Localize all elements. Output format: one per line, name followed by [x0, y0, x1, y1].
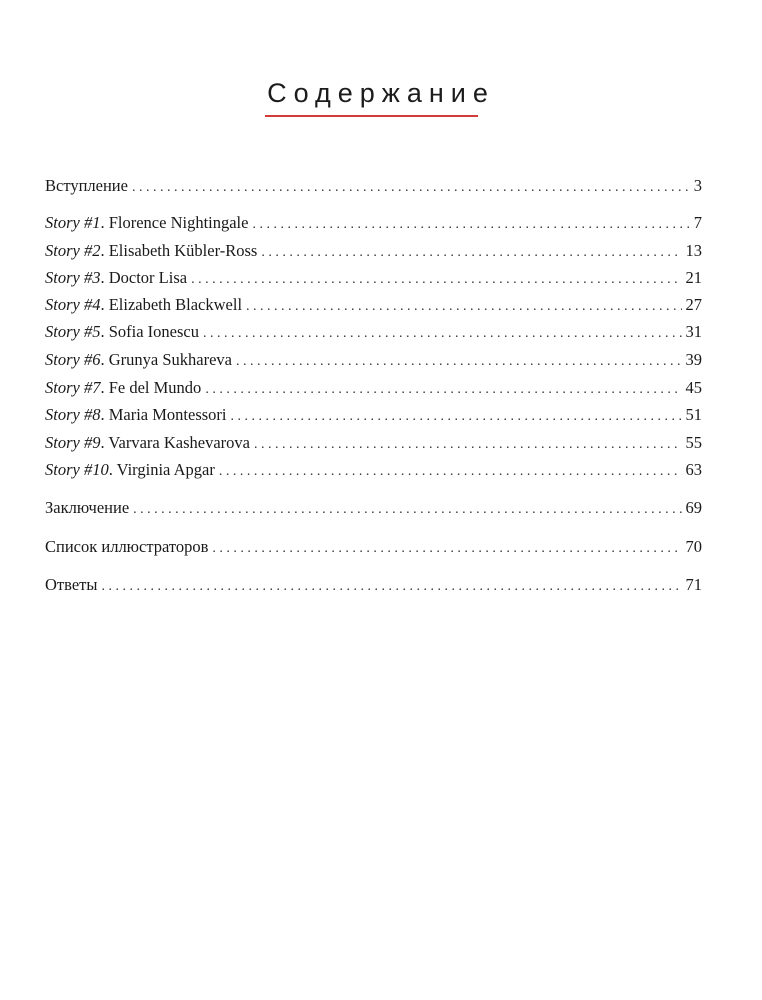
toc-entry-page: 21: [685, 268, 702, 287]
toc-entry-story-2[interactable]: [45, 241, 702, 261]
title-underline: [265, 115, 478, 117]
toc-entry-label: Вступление: [45, 176, 128, 195]
dot-leader: [252, 213, 689, 233]
toc-entry-label: . Elizabeth Blackwell: [100, 295, 243, 314]
toc-entry-intro[interactable]: [45, 176, 702, 196]
toc-entry-prefix: Story #3: [45, 268, 101, 287]
toc-entry-label: . Elisabeth Kübler-Ross: [100, 241, 258, 260]
toc-entry-page: 31: [685, 322, 702, 341]
toc-entry-label: . Fe del Mundo: [100, 378, 202, 397]
dot-leader: [261, 241, 681, 261]
toc-entry-prefix: Story #7: [45, 378, 101, 397]
toc-entry-page: 13: [685, 241, 702, 260]
dot-leader: [236, 350, 682, 370]
toc-entry-page: 39: [685, 350, 702, 369]
toc-entry-label: . Florence Nightingale: [100, 213, 249, 232]
dot-leader: [203, 322, 682, 342]
toc-entry-story-10[interactable]: [45, 460, 702, 480]
toc-entry-story-3[interactable]: [45, 268, 702, 288]
toc-entry-label: Ответы: [45, 575, 98, 594]
toc-entry-story-9[interactable]: [45, 433, 702, 453]
toc-entry-page: 45: [685, 378, 702, 397]
toc-entry-label: . Doctor Lisa: [100, 268, 188, 287]
toc-entry-prefix: Story #2: [45, 241, 101, 260]
toc-entry-label: . Grunya Sukhareva: [100, 350, 232, 369]
toc-entry-story-4[interactable]: [45, 295, 702, 315]
toc-entry-prefix: Story #6: [45, 350, 101, 369]
dot-leader: [254, 433, 682, 453]
dot-leader: [101, 575, 681, 595]
toc-entry-story-1[interactable]: [45, 213, 702, 233]
toc-entry-label: Список иллюстраторов: [45, 537, 209, 556]
toc-entry-story-5[interactable]: [45, 322, 702, 342]
toc-entry-prefix: Story #9: [45, 433, 101, 452]
toc-entry-conclusion[interactable]: [45, 498, 702, 518]
toc-entry-page: 63: [685, 460, 702, 479]
toc-entry-page: 3: [693, 176, 702, 195]
dot-leader: [133, 498, 681, 518]
dot-leader: [231, 405, 682, 425]
toc-entry-page: 51: [685, 405, 702, 424]
dot-leader: [132, 176, 690, 196]
dot-leader: [212, 537, 681, 557]
toc-entry-story-6[interactable]: [45, 350, 702, 370]
toc-entry-prefix: Story #4: [45, 295, 101, 314]
page-title: Содержание: [267, 78, 495, 108]
dot-leader: [191, 268, 681, 288]
toc-entry-page: 71: [685, 575, 702, 594]
toc-entry-prefix: Story #8: [45, 405, 101, 424]
toc-entry-story-8[interactable]: [45, 405, 702, 425]
toc-entry-label: . Varvara Kashevarova: [100, 433, 250, 452]
toc-entry-illustrators[interactable]: [45, 537, 702, 557]
toc-entry-page: 7: [693, 213, 702, 232]
toc-entry-answers[interactable]: [45, 575, 702, 595]
toc-entry-label: Заключение: [45, 498, 130, 517]
toc-entry-page: 70: [685, 537, 702, 556]
toc-entry-page: 55: [685, 433, 702, 452]
dot-leader: [246, 295, 681, 315]
toc-entry-label: . Maria Montessori: [100, 405, 227, 424]
toc-entry-prefix: Story #10: [45, 460, 109, 479]
toc-entry-prefix: Story #1: [45, 213, 101, 232]
toc-entry-story-7[interactable]: [45, 378, 702, 398]
dot-leader: [219, 460, 682, 480]
toc-entry-label: . Sofia Ionescu: [100, 322, 199, 341]
toc-entry-page: 69: [685, 498, 702, 517]
toc-entry-page: 27: [685, 295, 702, 314]
toc-entry-prefix: Story #5: [45, 322, 101, 341]
toc-entry-label: . Virginia Apgar: [108, 460, 215, 479]
dot-leader: [205, 378, 681, 398]
